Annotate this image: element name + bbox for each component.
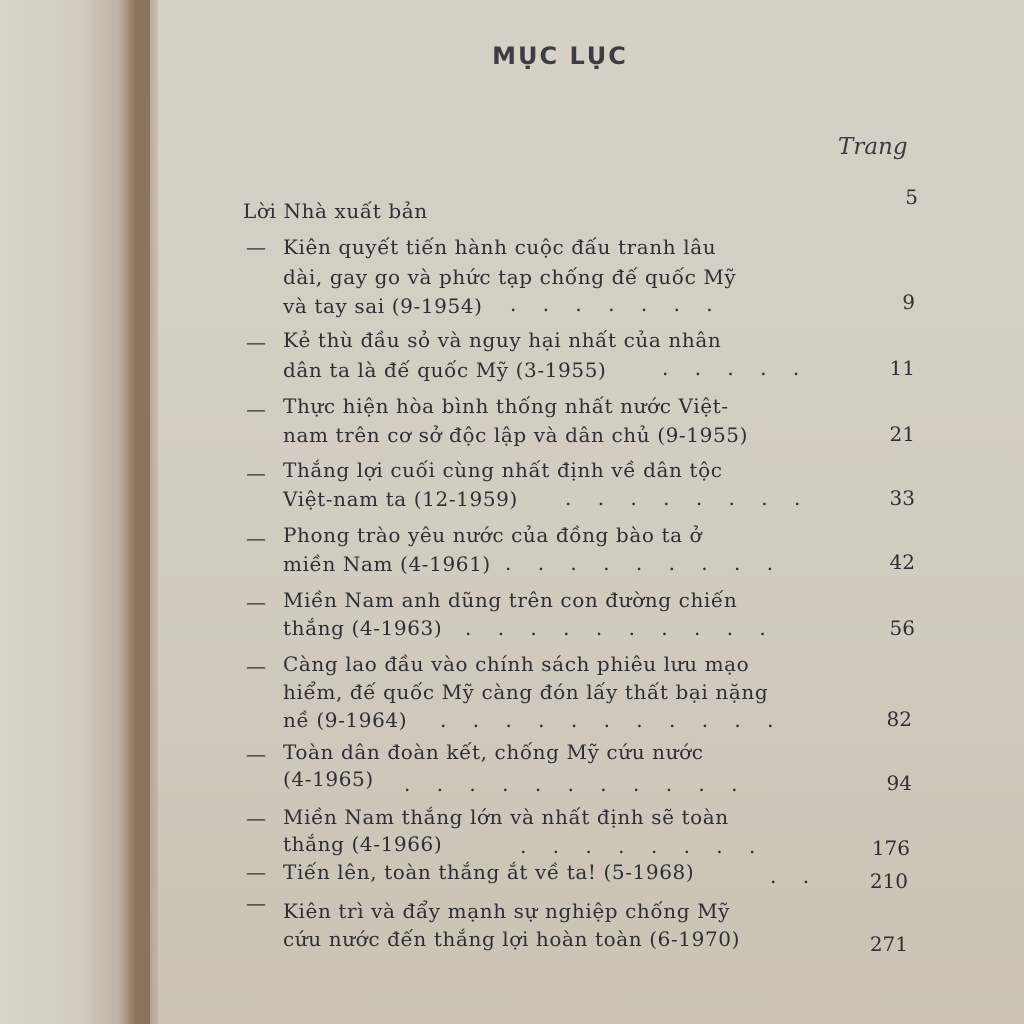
toc-page-number: 271 — [869, 932, 908, 956]
toc-entry-line: nam trên cơ sở độc lập và dân chủ (9-1955) — [283, 423, 748, 447]
toc-entry-line: dài, gay go và phức tạp chống đế quốc Mỹ — [283, 265, 737, 289]
toc-leader-dots: . . . . . . . . . — [505, 551, 784, 575]
toc-page-number: 33 — [889, 486, 915, 510]
toc-page-number: 210 — [869, 869, 908, 893]
toc-entry-line: Phong trào yêu nước của đồng bào ta ở — [283, 523, 703, 547]
toc-entry-line: Kiên trì và đẩy mạnh sự nghiệp chống Mỹ — [283, 899, 731, 923]
toc-entry-line: Thực hiện hòa bình thống nhất nước Việt- — [283, 394, 729, 418]
toc-entry-line: và tay sai (9-1954) — [283, 294, 483, 318]
toc-page-number: 176 — [871, 836, 910, 860]
toc-entry-line: cứu nước đến thắng lợi hoàn toàn (6-1970) — [283, 927, 741, 951]
toc-entry-line: Thắng lợi cuối cùng nhất định về dân tộc — [283, 458, 723, 482]
toc-leader-dots: . . . . . . . . . . . — [404, 772, 748, 796]
book-gutter-shadow — [118, 0, 158, 1024]
toc-entry-line: Tiến lên, toàn thắng ắt về ta! (5-1968) — [283, 860, 695, 884]
toc-page-number: 94 — [886, 771, 912, 795]
toc-entry-line: hiểm, đế quốc Mỹ càng đón lấy thất bại nặng — [283, 680, 769, 704]
toc-leader-dots: . . . . . — [662, 356, 810, 380]
toc-entry-dash: — — [246, 397, 266, 421]
toc-entry-dash: — — [246, 330, 266, 354]
page-column-header: Trang — [838, 134, 908, 160]
toc-entry-dash: — — [246, 526, 266, 550]
toc-entry-dash: — — [246, 461, 266, 485]
toc-page-number: 56 — [889, 616, 915, 640]
toc-leader-dots: . . . . . . . . . . . — [440, 708, 784, 732]
toc-entry-line: Càng lao đầu vào chính sách phiêu lưu mạo — [283, 652, 750, 676]
toc-entry-line: nề (9-1964) — [283, 708, 408, 732]
toc-entry-dash: — — [246, 654, 266, 678]
toc-entry-line: (4-1965) — [283, 767, 374, 791]
toc-entry-line: thắng (4-1966) — [283, 832, 443, 856]
toc-page-number: 5 — [905, 185, 918, 209]
toc-leader-dots: . . . . . . . . — [565, 486, 811, 510]
toc-leader-dots: . . — [770, 864, 820, 888]
toc-page-number: 82 — [886, 707, 912, 731]
toc-entry-dash: — — [246, 742, 266, 766]
toc-entry-line: miền Nam (4-1961) — [283, 552, 491, 576]
toc-entry-dash: — — [246, 806, 266, 830]
toc-page-number: 11 — [889, 356, 915, 380]
toc-entry-line: Kẻ thù đầu sỏ và nguy hại nhất của nhân — [283, 328, 722, 352]
toc-page-number: 21 — [889, 422, 915, 446]
page-title: MỤC LỤC — [492, 42, 628, 70]
toc-entry-dash: — — [246, 860, 266, 884]
toc-entry-line: Kiên quyết tiến hành cuộc đấu tranh lâu — [283, 235, 717, 259]
toc-leader-dots: . . . . . . . . — [520, 834, 766, 858]
toc-entry-line: Miền Nam thắng lớn và nhất định sẽ toàn — [283, 805, 729, 829]
toc-page-number: 42 — [889, 550, 915, 574]
toc-entry-line: Miền Nam anh dũng trên con đường chiến — [283, 588, 738, 612]
toc-page-number: 9 — [902, 290, 915, 314]
toc-leader-dots: . . . . . . . . . . — [465, 616, 776, 640]
toc-entry-line: Lời Nhà xuất bản — [243, 199, 428, 223]
toc-leader-dots: . . . . . . . — [510, 292, 723, 316]
toc-entry-line: Toàn dân đoàn kết, chống Mỹ cứu nước — [283, 740, 704, 764]
toc-entry-dash: — — [246, 590, 266, 614]
toc-entry-dash: — — [246, 235, 266, 259]
toc-entry-line: Việt-nam ta (12-1959) — [283, 487, 518, 511]
toc-entry-dash: — — [246, 891, 266, 915]
toc-entry-line: dân ta là đế quốc Mỹ (3-1955) — [283, 358, 607, 382]
toc-entry-line: thắng (4-1963) — [283, 616, 443, 640]
